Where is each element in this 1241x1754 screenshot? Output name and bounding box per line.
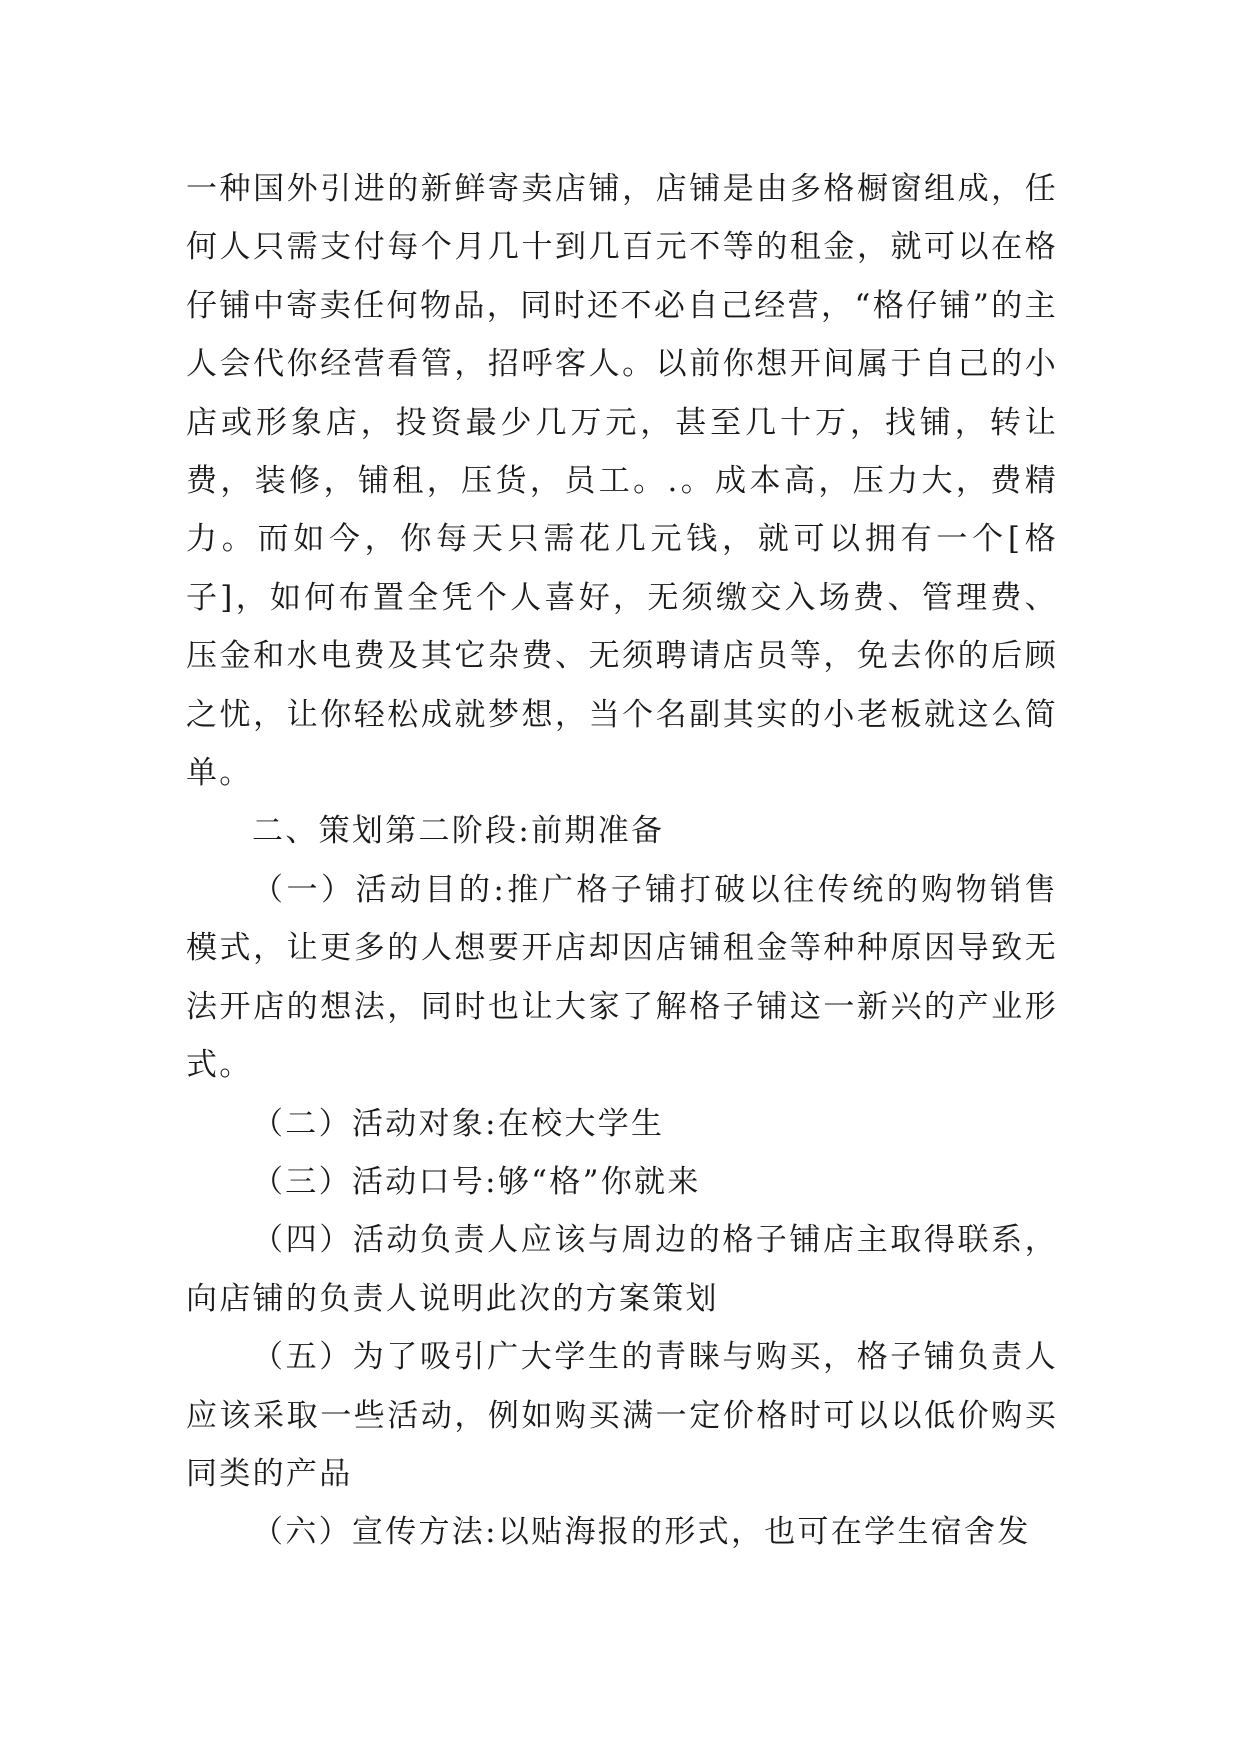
paragraph-activity-slogan: （三）活动口号:够“格”你就来 — [252, 1163, 701, 1200]
paragraph-activity-promotion: （五）为了吸引广大学生的青睐与购买，格子铺负责人应该采取一些活动，例如购买满一定价格时可以以低价购买同类的产品 — [186, 1339, 1058, 1492]
paragraph-activity-contact: （四）活动负责人应该与周边的格子铺店主取得联系，向店铺的负责人说明此次的方案策划 — [186, 1222, 1058, 1317]
section-heading-phase-two: 二、策划第二阶段:前期准备 — [252, 813, 665, 850]
paragraph-publicity-method: （六）宣传方法:以贴海报的形式，也可在学生宿舍发 — [252, 1514, 1031, 1551]
paragraph-intro: 一种国外引进的新鲜寄卖店铺，店铺是由多格橱窗组成，任何人只需支付每个月几十到几百元不等的租金，就可以在格仔铺中寄卖任何物品，同时还不必自己经营，“格仔铺”的主人会代你经营看管，招呼客人。以前你想开间属于自己的小店或形象店，投资最少几万元，甚至几十万，找铺，转让费，装修，铺租，压货，员工。.。成本高，压力大，费精力。而如今，你每天只需花几元钱，就可以拥有一个[格子]，如何布置全凭个人喜好，无须缴交入场费、管理费、压金和水电费及其它杂费、无须聘请店员等，免去你的后顾之忧，让你轻松成就梦想，当个名副其实的小老板就这么简单。 — [186, 171, 1058, 792]
document-body — [186, 160, 1058, 1562]
paragraph-activity-target: （二）活动对象:在校大学生 — [252, 1105, 665, 1142]
paragraph-activity-purpose: （一）活动目的:推广格子铺打破以往传统的购物销售模式，让更多的人想要开店却因店铺租金等种种原因导致无法开店的想法，同时也让大家了解格子铺这一新兴的产业形式。 — [186, 871, 1058, 1084]
